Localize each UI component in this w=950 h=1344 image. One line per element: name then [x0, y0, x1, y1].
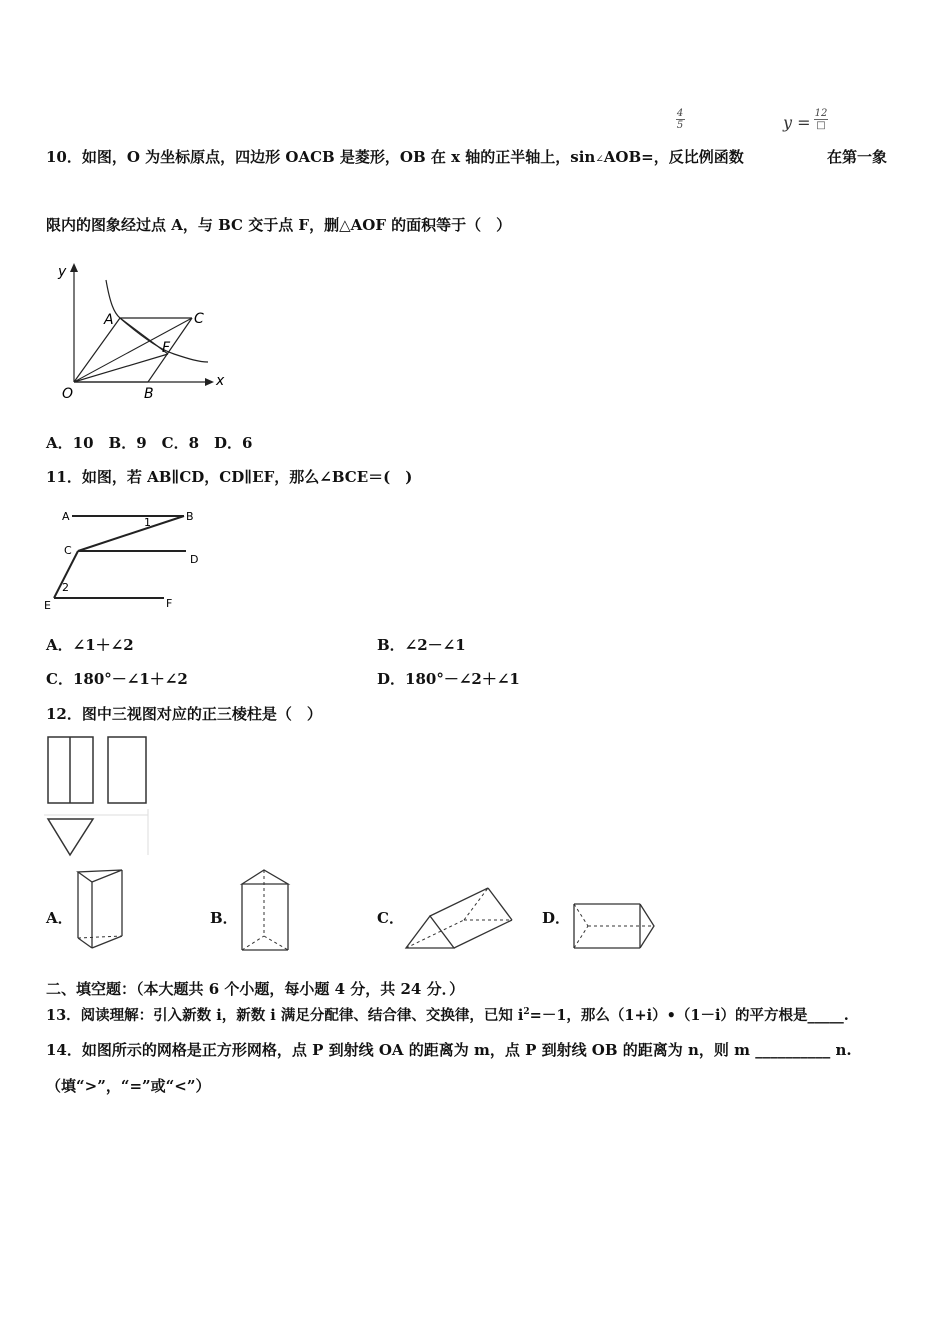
label-c: C — [194, 311, 204, 327]
q11-option-a: A．∠1＋∠2 — [46, 636, 134, 654]
q12-option-c-label: C． — [377, 909, 404, 927]
q14-end: n. — [830, 1041, 852, 1059]
q10-line1-d: 在第一象 — [827, 148, 888, 166]
fraction-numerator: 4 — [676, 108, 684, 119]
prism-edge — [430, 888, 488, 916]
q11-option-b: B．∠2－∠1 — [377, 636, 466, 654]
label-f: F — [166, 597, 173, 610]
hyperbola-curve — [106, 280, 208, 362]
q13-text-b: =－1，那么（1+i）•（1－i）的平方根是 — [529, 1007, 808, 1024]
label-d: D — [190, 553, 199, 566]
q12-option-b-label: B． — [210, 909, 238, 927]
label-a: A — [104, 312, 114, 328]
angle-label-1: 1 — [144, 516, 151, 529]
q10-options: A．10 B．9 C．8 D．6 — [46, 434, 253, 452]
prism-top-face — [78, 870, 122, 882]
label-e: E — [44, 599, 51, 612]
q13-text — [46, 1004, 849, 1025]
prism-front-face — [406, 916, 454, 948]
x-axis-arrow — [205, 378, 214, 386]
top-view — [48, 819, 93, 855]
q12-option-d-label: D． — [542, 909, 571, 927]
function-denominator: □ — [816, 120, 826, 131]
prism-hidden-edge — [78, 936, 122, 938]
q10-line1-c: ，反比例函数 — [653, 148, 744, 166]
q11-option-d: D．180°－∠2＋∠1 — [377, 670, 520, 688]
answer-blank[interactable]: __________ — [755, 1041, 831, 1059]
label-c: C — [64, 544, 72, 557]
prism-option-a — [72, 864, 128, 954]
three-view-drawing — [44, 733, 152, 857]
q14-text — [46, 1039, 852, 1060]
label-f: F — [162, 340, 171, 356]
segment-bc — [78, 516, 184, 551]
q13-superscript: 2 — [523, 1007, 530, 1018]
q12-stem: 12．图中三视图对应的正三棱柱是（ ） — [46, 705, 322, 723]
prism-top-face — [242, 870, 288, 884]
prism-back-edge — [488, 888, 512, 920]
function-numerator: 12 — [814, 108, 828, 119]
section-heading: 二、填空题：（本大题共 6 个小题，每小题 4 分，共 24 分．） — [46, 980, 465, 998]
prism-option-c — [402, 882, 518, 952]
label-y: y — [58, 264, 67, 280]
q11-option-c: C．180°－∠1＋∠2 — [46, 670, 188, 688]
function-lhs: y = — [783, 113, 811, 132]
q10-line1-a: 10．如图，O 为坐标原点，四边形 OACB 是菱形，OB 在 x 轴的正半轴上，sin — [46, 148, 596, 166]
q13-text-a: 13．阅读理解：引入新数 i，新数 i 满足分配律、结合律、交换律，已知 i — [46, 1007, 524, 1024]
prism-hidden-edge — [242, 936, 264, 950]
prism-edge — [454, 920, 512, 948]
q11-stem: 11．如图，若 AB∥CD，CD∥EF，那么∠BCE＝( ) — [46, 468, 413, 486]
side-view — [108, 737, 146, 803]
label-o: O — [62, 386, 74, 400]
prism-bottom-edge — [92, 936, 122, 948]
label-b: B — [186, 510, 194, 523]
prism-hidden-edge — [264, 936, 288, 950]
prism-hidden-edge — [574, 904, 588, 926]
y-axis-arrow — [70, 263, 78, 272]
answer-blank[interactable]: _____ — [807, 1007, 844, 1024]
prism-option-b — [236, 864, 294, 954]
q14-note: （填“>”，“=”或“<”） — [46, 1077, 211, 1095]
prism-hidden-edge — [574, 926, 588, 948]
label-b: B — [144, 386, 154, 400]
angle-symbol: ∠ — [595, 154, 604, 165]
fraction-4-5 — [674, 108, 686, 131]
segment-af — [120, 318, 168, 354]
q12-option-a-label: A． — [46, 909, 73, 927]
angle-label-2: 2 — [62, 581, 69, 594]
q10-line2: 限内的图象经过点 A，与 BC 交于点 F，删△AOF 的面积等于（ ） — [46, 216, 512, 234]
q10-line1-b: AOB= — [603, 148, 654, 166]
q14-text-main: 14．如图所示的网格是正方形网格，点 P 到射线 OA 的距离为 m，点 P 到射线 OB 的距离为 n，则 m — [46, 1041, 750, 1059]
q11-figure — [40, 503, 210, 615]
q13-end: . — [843, 1007, 849, 1024]
prism-option-d — [570, 896, 658, 954]
q10-line1 — [46, 146, 744, 167]
prism-hidden-edge — [406, 920, 464, 948]
label-a: A — [62, 510, 70, 523]
label-x: x — [216, 373, 225, 389]
q10-figure — [44, 258, 234, 400]
segment-of — [74, 354, 168, 382]
prism-hidden-edge — [464, 888, 488, 920]
fraction-denominator: 5 — [676, 120, 684, 131]
function-fraction — [813, 108, 829, 131]
prism-bottom-edge — [78, 938, 92, 948]
